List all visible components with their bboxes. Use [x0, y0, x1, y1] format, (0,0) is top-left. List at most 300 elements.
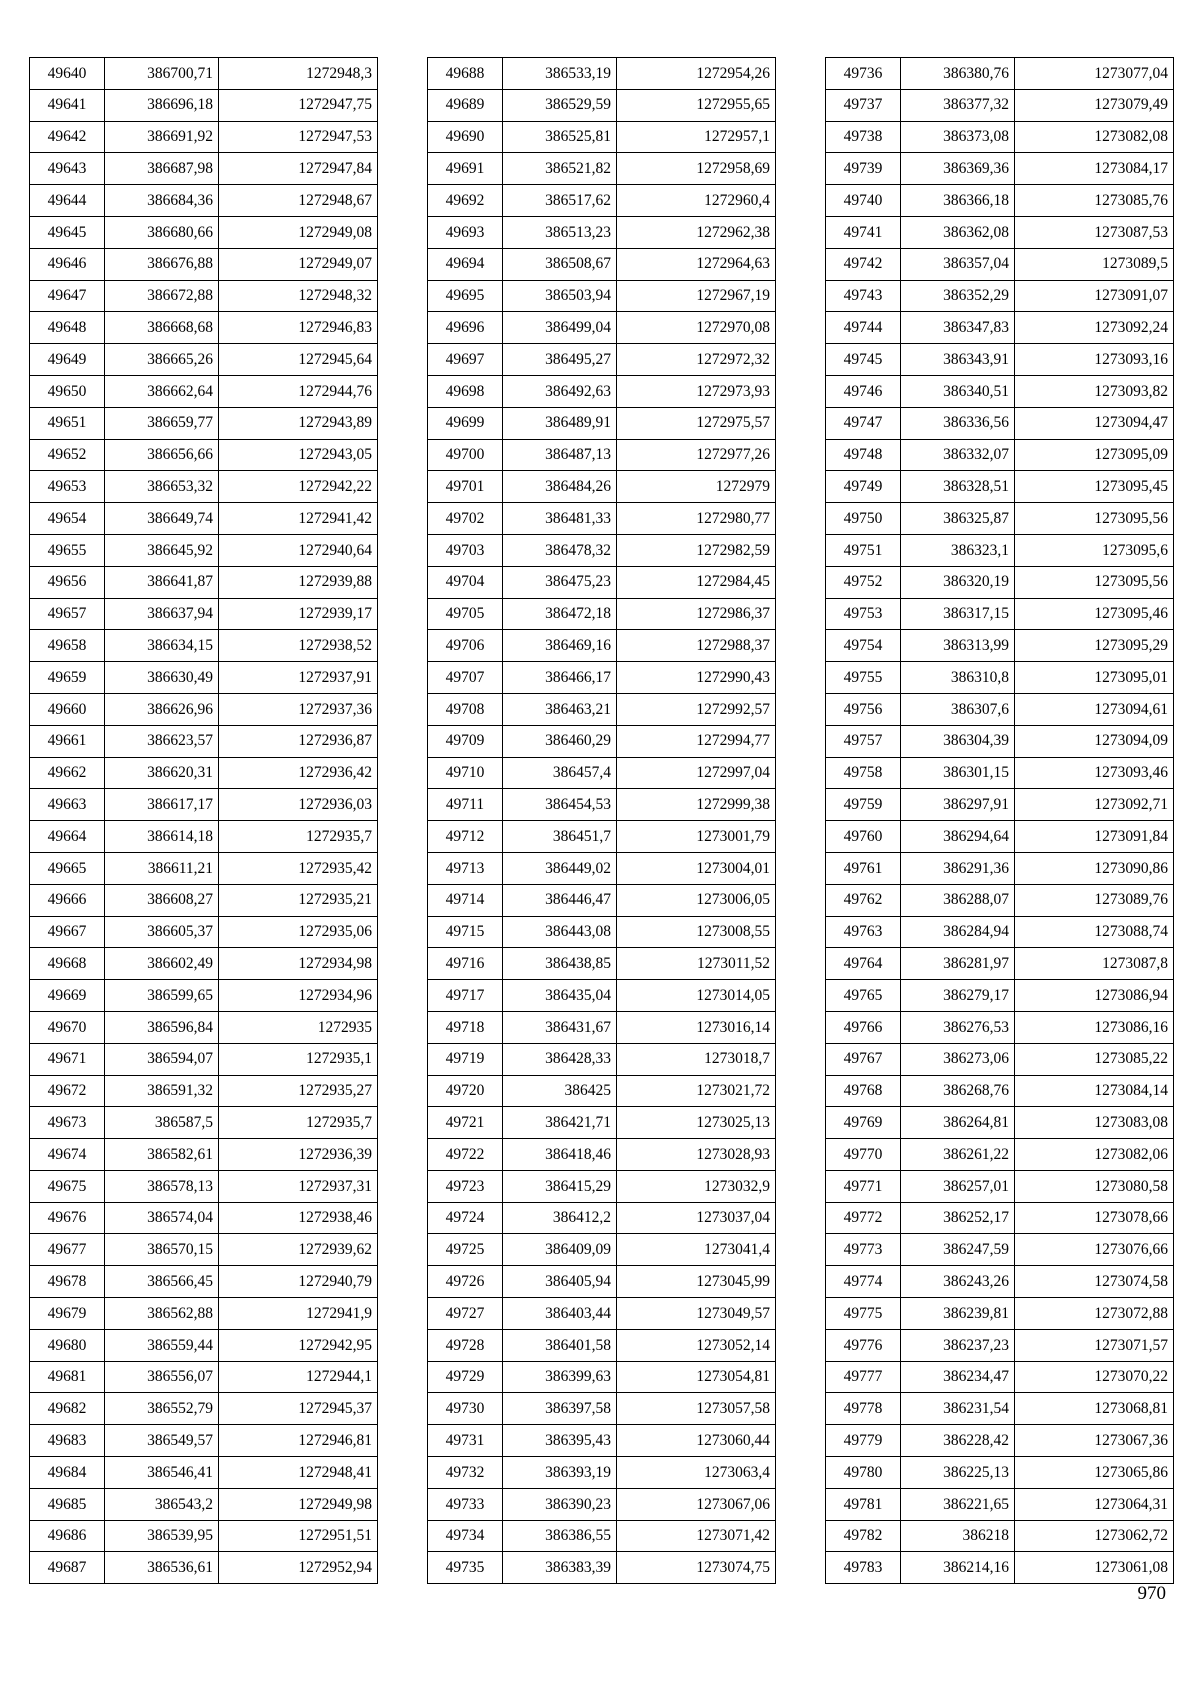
point-number-cell: 49648 [30, 312, 105, 344]
table-row [428, 407, 776, 439]
x-coordinate-cell: 386570,15 [105, 1234, 219, 1266]
y-coordinate-cell: 1273008,55 [617, 916, 776, 948]
y-coordinate-cell: 1272949,07 [219, 248, 378, 280]
y-coordinate-cell: 1272992,57 [617, 693, 776, 725]
y-coordinate-cell: 1272935,7 [219, 1107, 378, 1139]
table-row [826, 1139, 1174, 1171]
y-coordinate-cell: 1272984,45 [617, 566, 776, 598]
y-coordinate-cell: 1272934,98 [219, 948, 378, 980]
x-coordinate-cell: 386380,76 [901, 58, 1015, 90]
table-row [428, 852, 776, 884]
y-coordinate-cell: 1272938,52 [219, 630, 378, 662]
y-coordinate-cell: 1272937,31 [219, 1170, 378, 1202]
x-coordinate-cell: 386313,99 [901, 630, 1015, 662]
point-number-cell: 49679 [30, 1298, 105, 1330]
table-row [30, 916, 378, 948]
table-row [30, 1139, 378, 1171]
x-coordinate-cell: 386521,82 [503, 153, 617, 185]
table-row [30, 757, 378, 789]
table-row [428, 980, 776, 1012]
point-number-cell: 49690 [428, 121, 503, 153]
y-coordinate-cell: 1272955,65 [617, 89, 776, 121]
y-coordinate-cell: 1273016,14 [617, 1011, 776, 1043]
point-number-cell: 49757 [826, 725, 901, 757]
x-coordinate-cell: 386517,62 [503, 185, 617, 217]
table-row [428, 1075, 776, 1107]
y-coordinate-cell: 1272939,17 [219, 598, 378, 630]
x-coordinate-cell: 386317,15 [901, 598, 1015, 630]
point-number-cell: 49691 [428, 153, 503, 185]
x-coordinate-cell: 386279,17 [901, 980, 1015, 1012]
point-number-cell: 49704 [428, 566, 503, 598]
table-row [826, 1170, 1174, 1202]
x-coordinate-cell: 386668,68 [105, 312, 219, 344]
point-number-cell: 49745 [826, 344, 901, 376]
x-coordinate-cell: 386608,27 [105, 884, 219, 916]
table-row [30, 1202, 378, 1234]
point-number-cell: 49652 [30, 439, 105, 471]
y-coordinate-cell: 1272940,79 [219, 1266, 378, 1298]
y-coordinate-cell: 1272935,27 [219, 1075, 378, 1107]
table-row [428, 1425, 776, 1457]
point-number-cell: 49728 [428, 1329, 503, 1361]
y-coordinate-cell: 1272941,42 [219, 503, 378, 535]
y-coordinate-cell: 1273060,44 [617, 1425, 776, 1457]
point-number-cell: 49695 [428, 280, 503, 312]
point-number-cell: 49700 [428, 439, 503, 471]
table-row [428, 693, 776, 725]
x-coordinate-cell: 386484,26 [503, 471, 617, 503]
x-coordinate-cell: 386559,44 [105, 1329, 219, 1361]
point-number-cell: 49714 [428, 884, 503, 916]
y-coordinate-cell: 1272943,05 [219, 439, 378, 471]
y-coordinate-cell: 1272949,98 [219, 1488, 378, 1520]
y-coordinate-cell: 1273004,01 [617, 852, 776, 884]
table-row [30, 948, 378, 980]
table-row [30, 630, 378, 662]
x-coordinate-cell: 386487,13 [503, 439, 617, 471]
y-coordinate-cell: 1272973,93 [617, 375, 776, 407]
point-number-cell: 49758 [826, 757, 901, 789]
y-coordinate-cell: 1273001,79 [617, 821, 776, 853]
table-row [428, 1361, 776, 1393]
x-coordinate-cell: 386489,91 [503, 407, 617, 439]
table-row [826, 1329, 1174, 1361]
x-coordinate-cell: 386418,46 [503, 1139, 617, 1171]
y-coordinate-cell: 1272935 [219, 1011, 378, 1043]
y-coordinate-cell: 1273088,74 [1015, 916, 1174, 948]
x-coordinate-cell: 386680,66 [105, 216, 219, 248]
table-row [428, 1329, 776, 1361]
x-coordinate-cell: 386446,47 [503, 884, 617, 916]
y-coordinate-cell: 1272946,81 [219, 1425, 378, 1457]
y-coordinate-cell: 1273094,09 [1015, 725, 1174, 757]
point-number-cell: 49763 [826, 916, 901, 948]
y-coordinate-cell: 1272952,94 [219, 1552, 378, 1584]
y-coordinate-cell: 1273049,57 [617, 1298, 776, 1330]
table-row [30, 1107, 378, 1139]
point-number-cell: 49694 [428, 248, 503, 280]
y-coordinate-cell: 1272958,69 [617, 153, 776, 185]
table-row [30, 534, 378, 566]
point-number-cell: 49687 [30, 1552, 105, 1584]
x-coordinate-cell: 386513,23 [503, 216, 617, 248]
point-number-cell: 49640 [30, 58, 105, 90]
x-coordinate-cell: 386696,18 [105, 89, 219, 121]
x-coordinate-cell: 386562,88 [105, 1298, 219, 1330]
x-coordinate-cell: 386261,22 [901, 1139, 1015, 1171]
y-coordinate-cell: 1272939,62 [219, 1234, 378, 1266]
x-coordinate-cell: 386323,1 [901, 534, 1015, 566]
point-number-cell: 49727 [428, 1298, 503, 1330]
table-row [30, 153, 378, 185]
point-number-cell: 49685 [30, 1488, 105, 1520]
x-coordinate-cell: 386659,77 [105, 407, 219, 439]
y-coordinate-cell: 1273025,13 [617, 1107, 776, 1139]
table-row [826, 248, 1174, 280]
table-row [30, 407, 378, 439]
point-number-cell: 49746 [826, 375, 901, 407]
table-row [428, 439, 776, 471]
table-row [826, 948, 1174, 980]
x-coordinate-cell: 386536,61 [105, 1552, 219, 1584]
y-coordinate-cell: 1272940,64 [219, 534, 378, 566]
y-coordinate-cell: 1273063,4 [617, 1457, 776, 1489]
table-row [30, 248, 378, 280]
y-coordinate-cell: 1272943,89 [219, 407, 378, 439]
y-coordinate-cell: 1273095,45 [1015, 471, 1174, 503]
y-coordinate-cell: 1272935,42 [219, 852, 378, 884]
table-row [428, 1202, 776, 1234]
table-row [30, 1170, 378, 1202]
x-coordinate-cell: 386687,98 [105, 153, 219, 185]
table-row [30, 503, 378, 535]
point-number-cell: 49647 [30, 280, 105, 312]
point-number-cell: 49740 [826, 185, 901, 217]
y-coordinate-cell: 1273083,08 [1015, 1107, 1174, 1139]
y-coordinate-cell: 1273018,7 [617, 1043, 776, 1075]
point-number-cell: 49776 [826, 1329, 901, 1361]
y-coordinate-cell: 1272951,51 [219, 1520, 378, 1552]
y-coordinate-cell: 1272975,57 [617, 407, 776, 439]
table-row [30, 1043, 378, 1075]
point-number-cell: 49779 [826, 1425, 901, 1457]
point-number-cell: 49664 [30, 821, 105, 853]
table-row [428, 916, 776, 948]
point-number-cell: 49701 [428, 471, 503, 503]
x-coordinate-cell: 386614,18 [105, 821, 219, 853]
table-row [30, 1425, 378, 1457]
x-coordinate-cell: 386546,41 [105, 1457, 219, 1489]
point-number-cell: 49769 [826, 1107, 901, 1139]
x-coordinate-cell: 386556,07 [105, 1361, 219, 1393]
y-coordinate-cell: 1272948,3 [219, 58, 378, 90]
y-coordinate-cell: 1272994,77 [617, 725, 776, 757]
table-row [826, 121, 1174, 153]
point-number-cell: 49650 [30, 375, 105, 407]
table-row [30, 58, 378, 90]
table-row [826, 1361, 1174, 1393]
point-number-cell: 49732 [428, 1457, 503, 1489]
y-coordinate-cell: 1272954,26 [617, 58, 776, 90]
x-coordinate-cell: 386325,87 [901, 503, 1015, 535]
x-coordinate-cell: 386231,54 [901, 1393, 1015, 1425]
x-coordinate-cell: 386665,26 [105, 344, 219, 376]
table-row [826, 280, 1174, 312]
point-number-cell: 49667 [30, 916, 105, 948]
y-coordinate-cell: 1273084,17 [1015, 153, 1174, 185]
y-coordinate-cell: 1273092,24 [1015, 312, 1174, 344]
y-coordinate-cell: 1273093,82 [1015, 375, 1174, 407]
x-coordinate-cell: 386366,18 [901, 185, 1015, 217]
x-coordinate-cell: 386239,81 [901, 1298, 1015, 1330]
x-coordinate-cell: 386656,66 [105, 439, 219, 471]
point-number-cell: 49748 [826, 439, 901, 471]
y-coordinate-cell: 1273095,56 [1015, 566, 1174, 598]
x-coordinate-cell: 386273,06 [901, 1043, 1015, 1075]
point-number-cell: 49698 [428, 375, 503, 407]
x-coordinate-cell: 386362,08 [901, 216, 1015, 248]
y-coordinate-cell: 1273032,9 [617, 1170, 776, 1202]
x-coordinate-cell: 386288,07 [901, 884, 1015, 916]
x-coordinate-cell: 386307,6 [901, 693, 1015, 725]
point-number-cell: 49735 [428, 1552, 503, 1584]
x-coordinate-cell: 386602,49 [105, 948, 219, 980]
table-row [826, 1043, 1174, 1075]
y-coordinate-cell: 1272962,38 [617, 216, 776, 248]
table-row [826, 185, 1174, 217]
x-coordinate-cell: 386684,36 [105, 185, 219, 217]
table-row [30, 1552, 378, 1584]
table-row [826, 534, 1174, 566]
x-coordinate-cell: 386443,08 [503, 916, 617, 948]
table-row [30, 1266, 378, 1298]
point-number-cell: 49665 [30, 852, 105, 884]
point-number-cell: 49719 [428, 1043, 503, 1075]
table-row [30, 89, 378, 121]
x-coordinate-cell: 386412,2 [503, 1202, 617, 1234]
y-coordinate-cell: 1272990,43 [617, 662, 776, 694]
x-coordinate-cell: 386495,27 [503, 344, 617, 376]
y-coordinate-cell: 1273065,86 [1015, 1457, 1174, 1489]
table-row [428, 789, 776, 821]
x-coordinate-cell: 386676,88 [105, 248, 219, 280]
x-coordinate-cell: 386700,71 [105, 58, 219, 90]
y-coordinate-cell: 1272986,37 [617, 598, 776, 630]
point-number-cell: 49712 [428, 821, 503, 853]
table-row [826, 471, 1174, 503]
x-coordinate-cell: 386478,32 [503, 534, 617, 566]
x-coordinate-cell: 386357,04 [901, 248, 1015, 280]
x-coordinate-cell: 386268,76 [901, 1075, 1015, 1107]
y-coordinate-cell: 1273085,22 [1015, 1043, 1174, 1075]
x-coordinate-cell: 386373,08 [901, 121, 1015, 153]
table-row [428, 1393, 776, 1425]
y-coordinate-cell: 1273093,16 [1015, 344, 1174, 376]
y-coordinate-cell: 1272942,95 [219, 1329, 378, 1361]
x-coordinate-cell: 386320,19 [901, 566, 1015, 598]
table-row [428, 185, 776, 217]
point-number-cell: 49726 [428, 1266, 503, 1298]
x-coordinate-cell: 386347,83 [901, 312, 1015, 344]
y-coordinate-cell: 1273037,04 [617, 1202, 776, 1234]
x-coordinate-cell: 386637,94 [105, 598, 219, 630]
point-number-cell: 49741 [826, 216, 901, 248]
table-row [428, 1457, 776, 1489]
table-row [826, 439, 1174, 471]
y-coordinate-cell: 1273071,42 [617, 1520, 776, 1552]
table-row [30, 439, 378, 471]
table-row [30, 471, 378, 503]
x-coordinate-cell: 386383,39 [503, 1552, 617, 1584]
table-row [826, 1457, 1174, 1489]
y-coordinate-cell: 1272937,91 [219, 662, 378, 694]
x-coordinate-cell: 386281,97 [901, 948, 1015, 980]
x-coordinate-cell: 386617,17 [105, 789, 219, 821]
table-row [30, 884, 378, 916]
x-coordinate-cell: 386431,67 [503, 1011, 617, 1043]
x-coordinate-cell: 386328,51 [901, 471, 1015, 503]
x-coordinate-cell: 386401,58 [503, 1329, 617, 1361]
table-row [428, 1107, 776, 1139]
table-row [826, 630, 1174, 662]
table-row [826, 407, 1174, 439]
y-coordinate-cell: 1272937,36 [219, 693, 378, 725]
point-number-cell: 49689 [428, 89, 503, 121]
point-number-cell: 49754 [826, 630, 901, 662]
coordinate-table-1 [29, 57, 378, 1584]
point-number-cell: 49651 [30, 407, 105, 439]
point-number-cell: 49641 [30, 89, 105, 121]
y-coordinate-cell: 1272936,39 [219, 1139, 378, 1171]
y-coordinate-cell: 1273095,6 [1015, 534, 1174, 566]
point-number-cell: 49678 [30, 1266, 105, 1298]
y-coordinate-cell: 1273095,46 [1015, 598, 1174, 630]
point-number-cell: 49662 [30, 757, 105, 789]
point-number-cell: 49765 [826, 980, 901, 1012]
x-coordinate-cell: 386234,47 [901, 1361, 1015, 1393]
table-row [30, 344, 378, 376]
point-number-cell: 49756 [826, 693, 901, 725]
x-coordinate-cell: 386310,8 [901, 662, 1015, 694]
y-coordinate-cell: 1273077,04 [1015, 58, 1174, 90]
y-coordinate-cell: 1273028,93 [617, 1139, 776, 1171]
point-number-cell: 49682 [30, 1393, 105, 1425]
x-coordinate-cell: 386499,04 [503, 312, 617, 344]
table-row [826, 598, 1174, 630]
table-row [30, 375, 378, 407]
table-row [826, 1202, 1174, 1234]
point-number-cell: 49742 [826, 248, 901, 280]
y-coordinate-cell: 1272980,77 [617, 503, 776, 535]
point-number-cell: 49782 [826, 1520, 901, 1552]
y-coordinate-cell: 1273079,49 [1015, 89, 1174, 121]
y-coordinate-cell: 1273085,76 [1015, 185, 1174, 217]
y-coordinate-cell: 1272957,1 [617, 121, 776, 153]
y-coordinate-cell: 1273041,4 [617, 1234, 776, 1266]
x-coordinate-cell: 386529,59 [503, 89, 617, 121]
x-coordinate-cell: 386264,81 [901, 1107, 1015, 1139]
table-row [30, 598, 378, 630]
x-coordinate-cell: 386582,61 [105, 1139, 219, 1171]
y-coordinate-cell: 1272960,4 [617, 185, 776, 217]
x-coordinate-cell: 386332,07 [901, 439, 1015, 471]
point-number-cell: 49659 [30, 662, 105, 694]
x-coordinate-cell: 386237,23 [901, 1329, 1015, 1361]
x-coordinate-cell: 386449,02 [503, 852, 617, 884]
x-coordinate-cell: 386620,31 [105, 757, 219, 789]
point-number-cell: 49759 [826, 789, 901, 821]
point-number-cell: 49703 [428, 534, 503, 566]
x-coordinate-cell: 386340,51 [901, 375, 1015, 407]
x-coordinate-cell: 386228,42 [901, 1425, 1015, 1457]
x-coordinate-cell: 386508,67 [503, 248, 617, 280]
x-coordinate-cell: 386691,92 [105, 121, 219, 153]
y-coordinate-cell: 1272977,26 [617, 439, 776, 471]
y-coordinate-cell: 1272936,42 [219, 757, 378, 789]
x-coordinate-cell: 386405,94 [503, 1266, 617, 1298]
y-coordinate-cell: 1273082,06 [1015, 1139, 1174, 1171]
x-coordinate-cell: 386525,81 [503, 121, 617, 153]
point-number-cell: 49669 [30, 980, 105, 1012]
table-row [826, 1266, 1174, 1298]
table-row [428, 662, 776, 694]
table-row [826, 89, 1174, 121]
table-row [826, 1552, 1174, 1584]
y-coordinate-cell: 1272936,87 [219, 725, 378, 757]
table-row [826, 216, 1174, 248]
y-coordinate-cell: 1273086,16 [1015, 1011, 1174, 1043]
table-row [30, 980, 378, 1012]
table-row [826, 1393, 1174, 1425]
table-row [428, 216, 776, 248]
y-coordinate-cell: 1272939,88 [219, 566, 378, 598]
table-row [428, 375, 776, 407]
x-coordinate-cell: 386409,09 [503, 1234, 617, 1266]
y-coordinate-cell: 1273014,05 [617, 980, 776, 1012]
point-number-cell: 49686 [30, 1520, 105, 1552]
point-number-cell: 49753 [826, 598, 901, 630]
x-coordinate-cell: 386294,64 [901, 821, 1015, 853]
table-row [428, 630, 776, 662]
x-coordinate-cell: 386503,94 [503, 280, 617, 312]
table-row [428, 884, 776, 916]
point-number-cell: 49655 [30, 534, 105, 566]
table-row [826, 693, 1174, 725]
x-coordinate-cell: 386457,4 [503, 757, 617, 789]
point-number-cell: 49668 [30, 948, 105, 980]
x-coordinate-cell: 386415,29 [503, 1170, 617, 1202]
x-coordinate-cell: 386276,53 [901, 1011, 1015, 1043]
table-row [826, 852, 1174, 884]
y-coordinate-cell: 1272972,32 [617, 344, 776, 376]
point-number-cell: 49661 [30, 725, 105, 757]
x-coordinate-cell: 386438,85 [503, 948, 617, 980]
table-row [428, 1552, 776, 1584]
x-coordinate-cell: 386492,63 [503, 375, 617, 407]
x-coordinate-cell: 386454,53 [503, 789, 617, 821]
table-row [428, 153, 776, 185]
x-coordinate-cell: 386611,21 [105, 852, 219, 884]
point-number-cell: 49644 [30, 185, 105, 217]
table-row [826, 1234, 1174, 1266]
y-coordinate-cell: 1273068,81 [1015, 1393, 1174, 1425]
y-coordinate-cell: 1272944,76 [219, 375, 378, 407]
point-number-cell: 49713 [428, 852, 503, 884]
y-coordinate-cell: 1272947,53 [219, 121, 378, 153]
y-coordinate-cell: 1273076,66 [1015, 1234, 1174, 1266]
point-number-cell: 49645 [30, 216, 105, 248]
